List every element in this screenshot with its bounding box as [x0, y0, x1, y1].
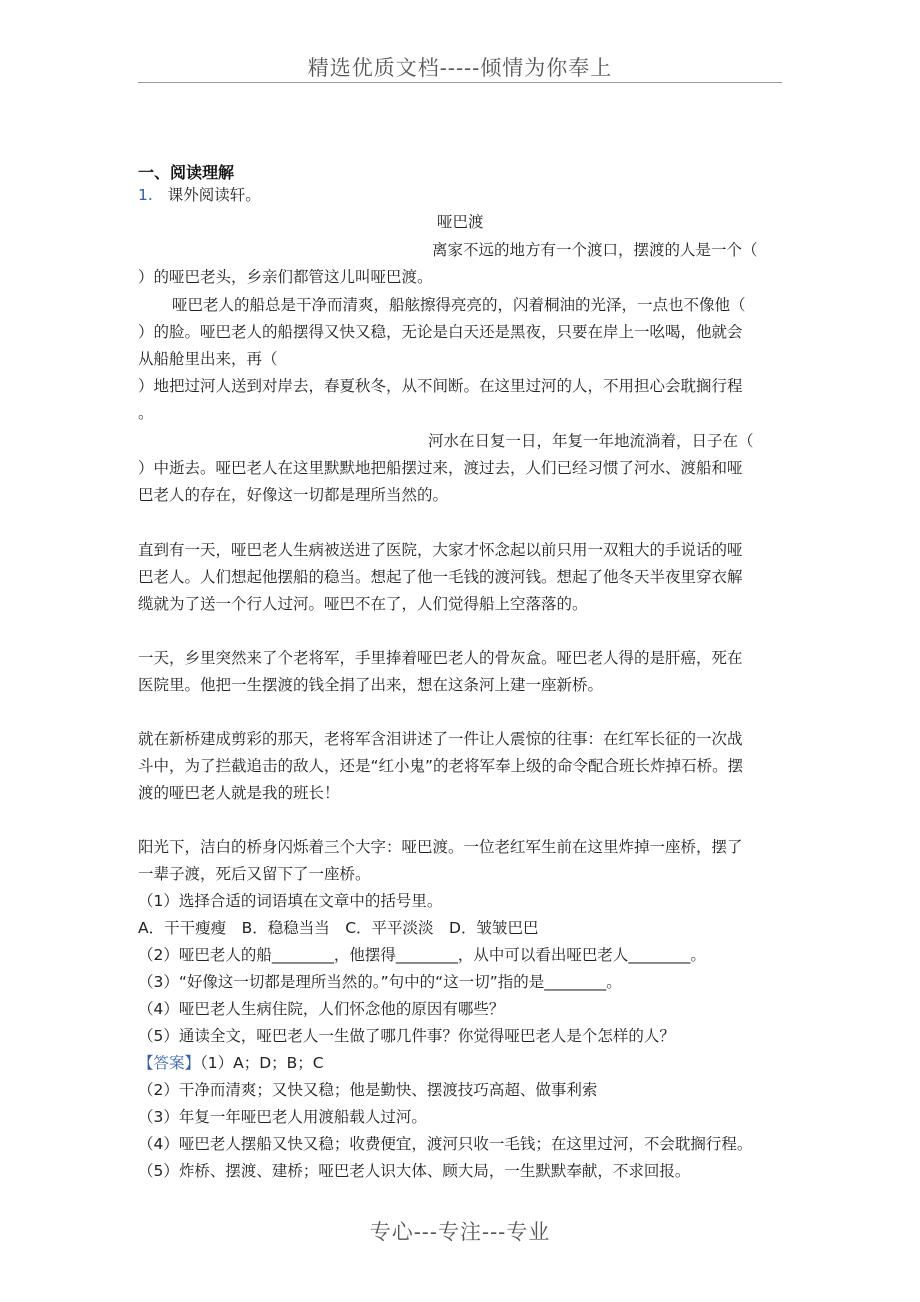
sub-question: （3）“好像这一切都是理所当然的。”句中的“这一切”指的是________。	[138, 973, 622, 991]
passage-line: 哑巴老人的船总是干净而清爽，船舷擦得亮亮的，闪着桐油的光泽，一点也不像他（	[172, 296, 746, 314]
passage-line: 直到有一天，哑巴老人生病被送进了医院，大家才怀念起以前只用一双粗大的手说话的哑	[138, 541, 743, 559]
passage-line: 斗中，为了拦截追击的敌人，还是“红小鬼”的老将军奉上级的命令配合班长炸掉石桥。摆	[138, 757, 744, 775]
question-number: 1.	[138, 186, 153, 204]
passage-line: 阳光下，洁白的桥身闪烁着三个大字：哑巴渡。一位老红军生前在这里炸掉一座桥，摆了	[138, 838, 743, 856]
passage-line: 缆就为了送一个行人过河。哑巴不在了，人们觉得船上空落落的。	[138, 595, 588, 613]
answer-label: 【答案】	[138, 1054, 201, 1072]
page-footer: 专心---专注---专业	[369, 1220, 551, 1244]
question-intro: 课外阅读轩。	[167, 186, 261, 204]
section-heading: 一、阅读理解	[138, 163, 235, 182]
sub-question: （4）哑巴老人生病住院，人们怀念他的原因有哪些？	[138, 1000, 505, 1018]
options-line: A．干干瘦瘦 B．稳稳当当 C．平平淡淡 D．皱皱巴巴	[138, 919, 539, 937]
passage-line: ）中逝去。哑巴老人在这里默默地把船摆过来，渡过去，人们已经习惯了河水、渡船和哑	[138, 459, 743, 477]
answer-line: （2）干净而清爽；又快又稳；他是勤快、摆渡技巧高超、做事利索	[138, 1081, 598, 1099]
header-divider	[138, 82, 782, 83]
answer-line: （3）年复一年哑巴老人用渡船载人过河。	[138, 1108, 427, 1126]
passage-line: 巴老人的存在，好像这一切都是理所当然的。	[138, 486, 449, 504]
answer-line: （1）A；D；B；C	[200, 1054, 324, 1072]
passage-line: ）的脸。哑巴老人的船摆得又快又稳，无论是白天还是黑夜，只要在岸上一吆喝，他就会	[138, 323, 743, 341]
answer-line: （5）炸桥、摆渡、建桥；哑巴老人识大体、顾大局，一生默默奉献，不求回报。	[138, 1162, 691, 1180]
passage-title: 哑巴渡	[437, 213, 484, 231]
passage-line: 巴老人。人们想起他摆船的稳当。想起了他一毛钱的渡河钱。想起了他冬天半夜里穿衣解	[138, 568, 743, 586]
passage-line: 河水在日复一日，年复一年地流淌着，日子在（	[428, 432, 754, 450]
answer-line: （4）哑巴老人摆船又快又稳；收费便宜，渡河只收一毛钱；在这里过河，不会耽搁行程。	[138, 1135, 753, 1153]
passage-line: 离家不远的地方有一个渡口，摆渡的人是一个（	[432, 241, 758, 259]
passage-line: 渡的哑巴老人就是我的班长！	[138, 784, 340, 802]
passage-line: 就在新桥建成剪彩的那天，老将军含泪讲述了一件让人震惊的往事：在红军长征的一次战	[138, 730, 743, 748]
answer-first-line	[138, 1053, 324, 1073]
sub-question: （1）选择合适的词语填在文章中的括号里。	[138, 892, 443, 910]
question-header	[138, 185, 261, 205]
passage-line: 医院里。他把一生摆渡的钱全捐了出来，想在这条河上建一座新桥。	[138, 676, 604, 694]
sub-question: （2）哑巴老人的船________，他摆得________，从中可以看出哑巴老人________。	[138, 946, 706, 964]
passage-line: 从船舱里出来，再（	[138, 350, 278, 368]
passage-line: 一辈子渡，死后又留下了一座桥。	[138, 865, 371, 883]
page-header: 精选优质文档-----倾情为你奉上	[307, 56, 613, 80]
passage-line: ）的哑巴老头，乡亲们都管这儿叫哑巴渡。	[138, 268, 433, 286]
passage-line: 一天，乡里突然来了个老将军，手里捧着哑巴老人的骨灰盒。哑巴老人得的是肝癌，死在	[138, 649, 743, 667]
sub-question: （5）通读全文，哑巴老人一生做了哪几件事？你觉得哑巴老人是个怎样的人？	[138, 1027, 675, 1045]
passage-line: 。	[138, 404, 154, 422]
passage-line: ）地把过河人送到对岸去，春夏秋冬，从不间断。在这里过河的人，不用担心会耽搁行程	[138, 377, 743, 395]
